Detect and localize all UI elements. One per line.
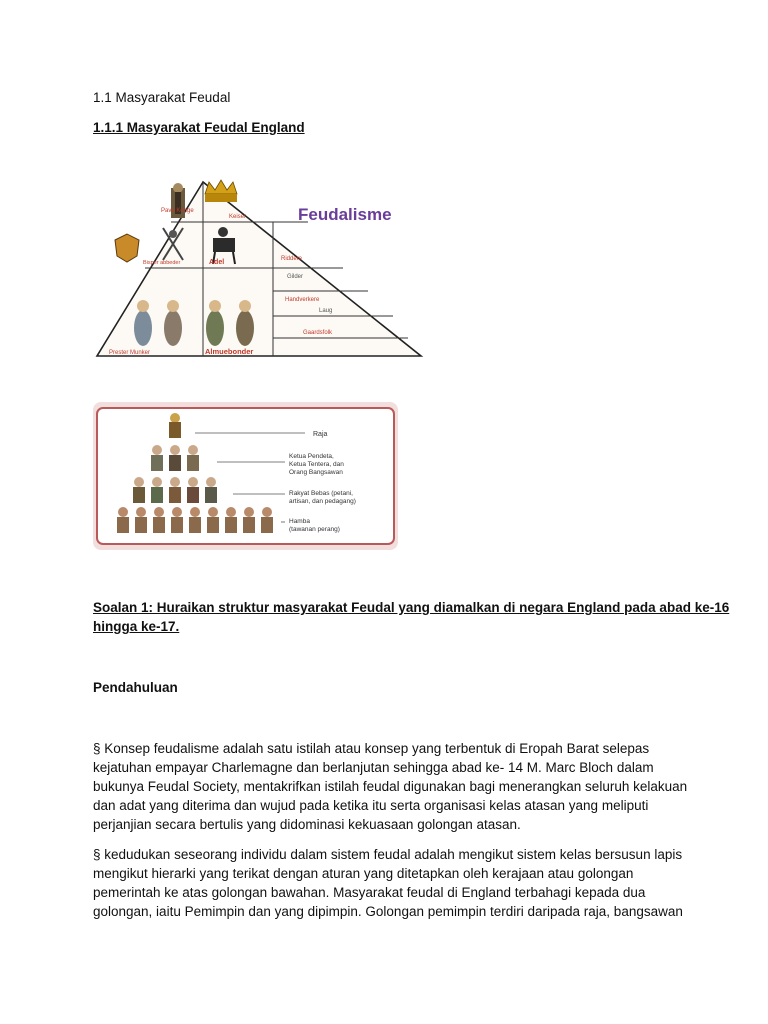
label-almuebonder: Almuebonder xyxy=(205,347,254,356)
paragraph-1 xyxy=(93,739,688,834)
paragraph-1-line: perjanjian secara bertulis yang didominasi kekuasaan golongan atasan. xyxy=(93,817,521,832)
label-laug: Laug xyxy=(319,308,333,314)
paragraph-2-line: pemerintah ke atas golongan bawahan. Masyarakat feudal di England terbahagi kepada dua xyxy=(93,885,646,900)
slaves-figure-icon xyxy=(117,507,273,533)
feudal-pyramid-figure xyxy=(93,178,433,373)
section-pendahuluan: Pendahuluan xyxy=(93,680,178,695)
label-ketua-3: Orang Bangsawan xyxy=(289,469,343,476)
question-line-1: Soalan 1: Huraikan struktur masyarakat Feudal yang diamalkan di negara England pada abad ke-16 xyxy=(93,600,730,615)
paragraph-1-line: bukunya Feudal Society, mentakrifkan istilah feudal digunakan bagi menerangkan seluruh kelakuan xyxy=(93,779,688,794)
label-bisper: Bisper abbeder xyxy=(143,260,181,266)
label-ketua-2: Ketua Tentera, dan xyxy=(289,461,344,468)
label-handverkere: Handverkere xyxy=(285,297,320,303)
label-keiser: Keiser xyxy=(229,214,247,220)
paragraph-2-line: § kedudukan seseorang individu dalam sistem feudal adalah mengikut sistem kelas bersusun lapis xyxy=(93,847,683,862)
paragraph-2-line: golongan, iaitu Pemimpin dan yang dipimpin. Golongan pemimpin terdiri daripada raja, bangsawan xyxy=(93,904,683,919)
label-adel: Adel xyxy=(209,259,225,266)
label-riddere: Riddere xyxy=(281,256,303,262)
label-gilder: Gilder xyxy=(287,274,304,280)
label-hamba-1: Hamba xyxy=(289,518,310,525)
paragraph-2 xyxy=(93,845,683,921)
king-figure-icon xyxy=(169,413,181,438)
paragraph-2-line: mengikut hierarki yang terikat dengan aturan yang ditetapkan oleh kerajaan atau golongan xyxy=(93,866,634,881)
section-heading: 1.1 Masyarakat Feudal xyxy=(93,90,231,105)
paragraph-1-line: kejatuhan empayar Charlemagne dan berlanjutan sehingga abad ke- 14 M. Marc Bloch dalam xyxy=(93,760,654,775)
pyramid-title: Feudalisme xyxy=(298,205,392,224)
social-hierarchy-figure xyxy=(93,402,398,550)
label-hamba-2: (tawanan perang) xyxy=(289,526,340,533)
nobles-figure-icon xyxy=(151,445,199,471)
label-pave-konge: Pave Konge xyxy=(161,208,194,214)
label-ketua-1: Ketua Pendeta, xyxy=(289,453,334,460)
subsection-heading: 1.1.1 Masyarakat Feudal England xyxy=(93,120,305,135)
paragraph-1-line: § Konsep feudalisme adalah satu istilah atau konsep yang terbentuk di Eropah Barat selepas xyxy=(93,741,650,756)
question-line-2: hingga ke-17. xyxy=(93,619,180,634)
label-gaardsfolk: Gaardsfolk xyxy=(303,330,333,336)
crown-icon xyxy=(205,180,237,202)
label-prester: Prester Munker xyxy=(109,350,151,356)
label-rakyat-2: artisan, dan pedagang) xyxy=(289,498,356,505)
paragraph-1-line: dan adat yang diterima dan wujud pada ketika itu serta organisasi kelas atasan yang meliputi xyxy=(93,798,649,813)
label-rakyat-1: Rakyat Bebas (petani, xyxy=(289,490,353,497)
label-raja: Raja xyxy=(313,431,328,438)
